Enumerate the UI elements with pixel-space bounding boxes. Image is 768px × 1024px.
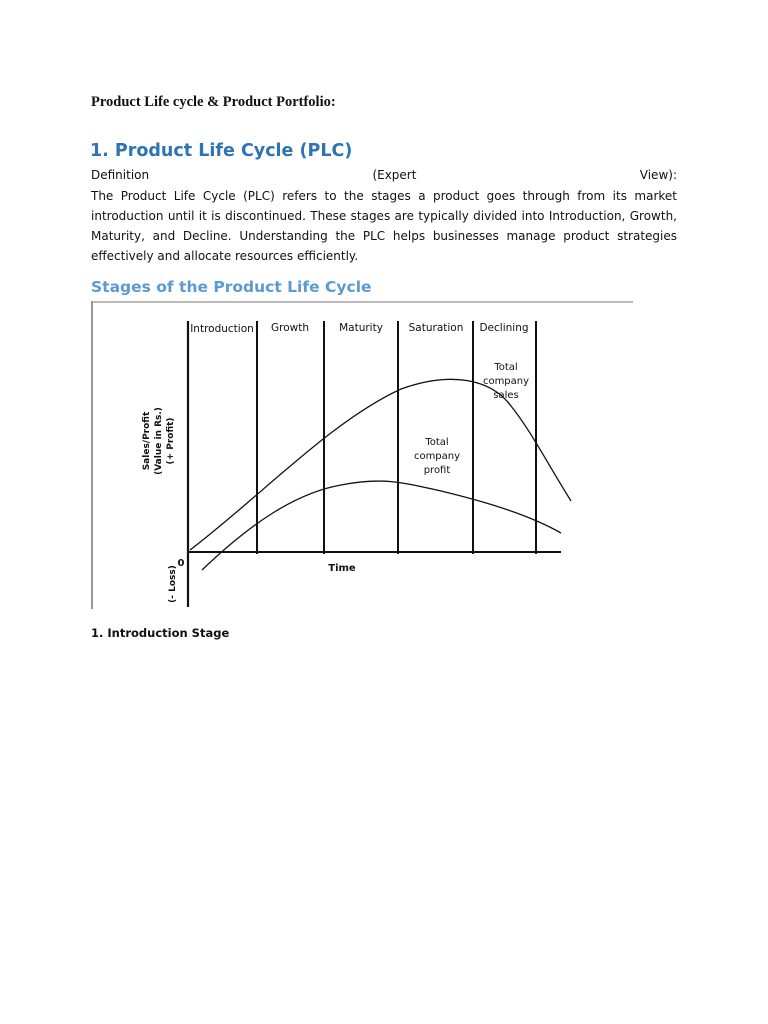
sales-curve — [190, 379, 571, 550]
svg-text:Total: Total — [494, 362, 518, 373]
profit-curve — [202, 481, 561, 570]
svg-text:Total: Total — [425, 437, 449, 448]
svg-text:company: company — [482, 376, 530, 387]
svg-text:company: company — [413, 451, 461, 462]
y-axis-label — [142, 407, 176, 475]
svg-text:(+ Profit): (+ Profit) — [166, 417, 176, 465]
loss-label — [168, 565, 178, 603]
stage-label: Introduction — [190, 323, 254, 335]
x-axis-label: Time — [328, 563, 356, 574]
svg-text:Sales/Profit: Sales/Profit — [142, 411, 152, 471]
sales-label — [483, 362, 529, 401]
stage-label: Saturation — [408, 322, 464, 334]
definition-word: Definition — [91, 168, 150, 182]
origin-label: 0 — [177, 558, 185, 569]
document-title: Product Life cycle & Product Portfolio: — [91, 94, 336, 110]
svg-text:(Value in Rs.): (Value in Rs.) — [154, 407, 164, 475]
plc-diagram-svg — [91, 301, 633, 609]
plc-diagram — [91, 301, 633, 609]
definition-line — [91, 168, 677, 182]
section-heading: 1. Product Life Cycle (PLC) — [90, 141, 353, 161]
svg-text:profit: profit — [423, 465, 451, 476]
profit-label — [414, 437, 460, 476]
stage-label: Growth — [270, 322, 310, 334]
definition-word: (Expert — [372, 168, 417, 182]
next-heading: 1. Introduction Stage — [91, 626, 230, 640]
stage-label: Maturity — [339, 322, 383, 334]
definition-word: View): — [639, 168, 677, 182]
subheading: Stages of the Product Life Cycle — [91, 278, 372, 296]
svg-text:sales: sales — [493, 390, 519, 401]
stage-label: Declining — [479, 322, 529, 334]
svg-text:(- Loss): (- Loss) — [168, 565, 178, 603]
definition-paragraph: The Product Life Cycle (PLC) refers to the stages a product goes through from its market introduction until it is discontinued. These stages are typically divided into Introduction, Growth, Maturity, and Decline. Understanding the PLC helps businesses manage product strategies effectively and allocate resources efficiently. — [91, 189, 677, 263]
